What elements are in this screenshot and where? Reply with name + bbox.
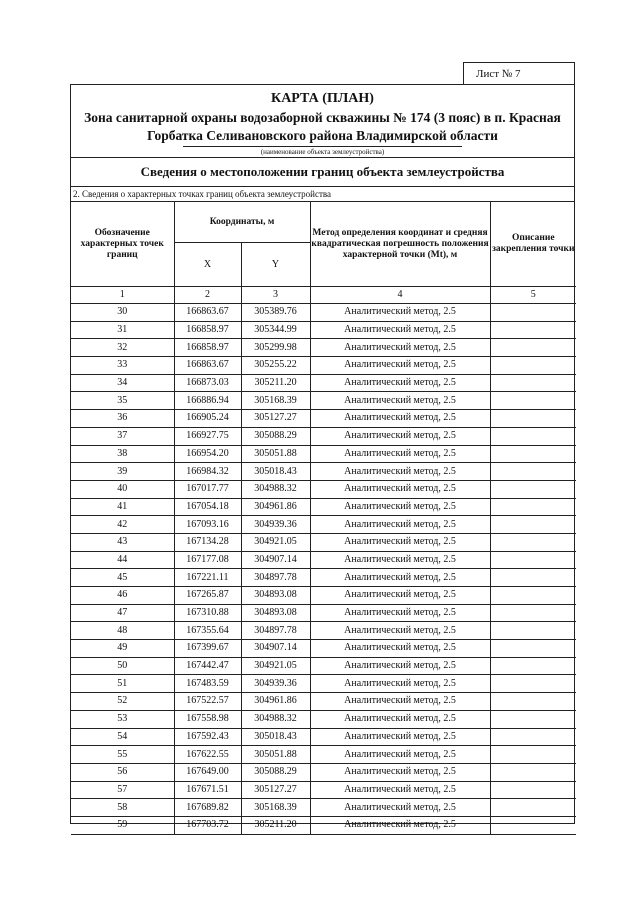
index-cell: 5 <box>490 287 576 304</box>
table-row <box>71 516 576 534</box>
cell-n: 44 <box>71 551 174 569</box>
cell-d <box>490 357 576 375</box>
table-row <box>71 569 576 587</box>
table-row <box>71 374 576 392</box>
cell-m: Аналитический метод, 2.5 <box>310 675 490 693</box>
cell-m: Аналитический метод, 2.5 <box>310 781 490 799</box>
table-row <box>71 710 576 728</box>
index-cell: 2 <box>174 287 241 304</box>
cell-d <box>490 781 576 799</box>
table-row <box>71 604 576 622</box>
cell-m: Аналитический метод, 2.5 <box>310 498 490 516</box>
cell-m: Аналитический метод, 2.5 <box>310 799 490 817</box>
table-row <box>71 498 576 516</box>
header-point: Обозначение характерных точек границ <box>71 202 174 287</box>
cell-y: 304988.32 <box>241 710 310 728</box>
cell-m: Аналитический метод, 2.5 <box>310 427 490 445</box>
cell-m: Аналитический метод, 2.5 <box>310 657 490 675</box>
table-row <box>71 551 576 569</box>
cell-y: 304921.05 <box>241 533 310 551</box>
cell-d <box>490 463 576 481</box>
cell-n: 53 <box>71 710 174 728</box>
cell-x: 167522.57 <box>174 693 241 711</box>
cell-y: 305168.39 <box>241 392 310 410</box>
cell-n: 36 <box>71 410 174 428</box>
cell-x: 166886.94 <box>174 392 241 410</box>
section-title: Сведения о местоположении границ объекта землеустройства <box>71 158 574 187</box>
cell-n: 33 <box>71 357 174 375</box>
cell-n: 55 <box>71 746 174 764</box>
cell-y: 305389.76 <box>241 304 310 322</box>
cell-d <box>490 339 576 357</box>
cell-y: 304897.78 <box>241 569 310 587</box>
cell-d <box>490 480 576 498</box>
cell-y: 304893.08 <box>241 604 310 622</box>
cell-y: 304939.36 <box>241 516 310 534</box>
table-row <box>71 622 576 640</box>
cell-d <box>490 587 576 605</box>
table-row <box>71 657 576 675</box>
cell-x: 167558.98 <box>174 710 241 728</box>
cell-x: 166863.67 <box>174 304 241 322</box>
cell-n: 31 <box>71 321 174 339</box>
cell-m: Аналитический метод, 2.5 <box>310 551 490 569</box>
document-subtitle: Зона санитарной охраны водозаборной скважины № 174 (3 пояс) в п. Красная Горбатка Селивановского района Владимирской области <box>84 110 561 143</box>
cell-n: 58 <box>71 799 174 817</box>
cell-y: 304907.14 <box>241 551 310 569</box>
cell-m: Аналитический метод, 2.5 <box>310 445 490 463</box>
cell-x: 167483.59 <box>174 675 241 693</box>
cell-y: 305051.88 <box>241 445 310 463</box>
object-name-note: (наименование объекта землеустройства) <box>183 146 462 157</box>
cell-m: Аналитический метод, 2.5 <box>310 640 490 658</box>
cell-x: 167355.64 <box>174 622 241 640</box>
cell-x: 167017.77 <box>174 480 241 498</box>
cell-y: 304988.32 <box>241 480 310 498</box>
table-index-row <box>71 287 576 304</box>
cell-x: 167689.82 <box>174 799 241 817</box>
cell-x: 167399.67 <box>174 640 241 658</box>
index-cell: 4 <box>310 287 490 304</box>
cell-x: 167177.08 <box>174 551 241 569</box>
cell-m: Аналитический метод, 2.5 <box>310 410 490 428</box>
cell-x: 167310.88 <box>174 604 241 622</box>
cell-x: 166858.97 <box>174 339 241 357</box>
cell-x: 166984.32 <box>174 463 241 481</box>
cell-y: 305051.88 <box>241 746 310 764</box>
cell-y: 305168.39 <box>241 799 310 817</box>
cell-y: 304907.14 <box>241 640 310 658</box>
cell-y: 305211.20 <box>241 374 310 392</box>
cell-d <box>490 710 576 728</box>
cell-y: 304961.86 <box>241 498 310 516</box>
cell-n: 35 <box>71 392 174 410</box>
table-header-row <box>71 202 576 243</box>
cell-d <box>490 445 576 463</box>
document-frame <box>70 84 575 831</box>
cell-n: 32 <box>71 339 174 357</box>
cell-d <box>490 657 576 675</box>
table-row <box>71 816 576 834</box>
cell-x: 166954.20 <box>174 445 241 463</box>
cell-x: 167134.28 <box>174 533 241 551</box>
cell-d <box>490 551 576 569</box>
cell-m: Аналитический метод, 2.5 <box>310 693 490 711</box>
cell-d <box>490 640 576 658</box>
cell-d <box>490 516 576 534</box>
cell-m: Аналитический метод, 2.5 <box>310 587 490 605</box>
cell-x: 167265.87 <box>174 587 241 605</box>
cell-d <box>490 816 576 834</box>
cell-x: 167622.55 <box>174 746 241 764</box>
cell-y: 305127.27 <box>241 781 310 799</box>
cell-n: 34 <box>71 374 174 392</box>
table-row <box>71 321 576 339</box>
cell-x: 166927.75 <box>174 427 241 445</box>
cell-x: 167442.47 <box>174 657 241 675</box>
cell-x: 167703.72 <box>174 816 241 834</box>
cell-x: 167649.00 <box>174 763 241 781</box>
cell-y: 305018.43 <box>241 463 310 481</box>
table-row <box>71 675 576 693</box>
cell-d <box>490 392 576 410</box>
table-row <box>71 693 576 711</box>
cell-m: Аналитический метод, 2.5 <box>310 357 490 375</box>
cell-m: Аналитический метод, 2.5 <box>310 463 490 481</box>
cell-m: Аналитический метод, 2.5 <box>310 746 490 764</box>
table-row <box>71 728 576 746</box>
cell-n: 51 <box>71 675 174 693</box>
cell-d <box>490 622 576 640</box>
cell-n: 38 <box>71 445 174 463</box>
cell-n: 47 <box>71 604 174 622</box>
cell-d <box>490 604 576 622</box>
cell-m: Аналитический метод, 2.5 <box>310 622 490 640</box>
header-method: Метод определения координат и средняя квадратическая погрешность положения характерной точки (Mt), м <box>310 202 490 287</box>
table-body <box>71 304 576 835</box>
cell-m: Аналитический метод, 2.5 <box>310 728 490 746</box>
cell-y: 305344.99 <box>241 321 310 339</box>
cell-y: 304961.86 <box>241 693 310 711</box>
cell-d <box>490 304 576 322</box>
cell-m: Аналитический метод, 2.5 <box>310 374 490 392</box>
cell-x: 166863.67 <box>174 357 241 375</box>
table-row <box>71 640 576 658</box>
cell-x: 167671.51 <box>174 781 241 799</box>
cell-y: 305255.22 <box>241 357 310 375</box>
cell-n: 42 <box>71 516 174 534</box>
table-row <box>71 587 576 605</box>
cell-y: 304939.36 <box>241 675 310 693</box>
cell-y: 305127.27 <box>241 410 310 428</box>
cell-m: Аналитический метод, 2.5 <box>310 533 490 551</box>
cell-x: 167592.43 <box>174 728 241 746</box>
table-row <box>71 410 576 428</box>
cell-n: 37 <box>71 427 174 445</box>
table-row <box>71 781 576 799</box>
cell-m: Аналитический метод, 2.5 <box>310 604 490 622</box>
cell-y: 304897.78 <box>241 622 310 640</box>
header-y: Y <box>241 243 310 287</box>
cell-y: 304893.08 <box>241 587 310 605</box>
header-description: Описание закрепления точки <box>490 202 576 287</box>
sheet-number-box <box>463 62 575 84</box>
cell-y: 305018.43 <box>241 728 310 746</box>
table-row <box>71 445 576 463</box>
cell-n: 30 <box>71 304 174 322</box>
index-cell: 3 <box>241 287 310 304</box>
table-row <box>71 480 576 498</box>
table-row <box>71 392 576 410</box>
cell-d <box>490 728 576 746</box>
cell-m: Аналитический метод, 2.5 <box>310 480 490 498</box>
cell-n: 41 <box>71 498 174 516</box>
cell-n: 56 <box>71 763 174 781</box>
cell-x: 166858.97 <box>174 321 241 339</box>
cell-y: 305088.29 <box>241 427 310 445</box>
sheet-number-label: Лист № 7 <box>476 68 521 80</box>
table-row <box>71 463 576 481</box>
cell-n: 54 <box>71 728 174 746</box>
cell-y: 304921.05 <box>241 657 310 675</box>
cell-x: 167093.16 <box>174 516 241 534</box>
cell-m: Аналитический метод, 2.5 <box>310 339 490 357</box>
cell-d <box>490 374 576 392</box>
cell-n: 59 <box>71 816 174 834</box>
cell-n: 40 <box>71 480 174 498</box>
header-coordinates: Координаты, м <box>174 202 310 243</box>
table-row <box>71 799 576 817</box>
cell-m: Аналитический метод, 2.5 <box>310 516 490 534</box>
cell-d <box>490 746 576 764</box>
cell-n: 43 <box>71 533 174 551</box>
subsection-title: 2. Сведения о характерных точках границ объекта землеустройства <box>71 187 574 202</box>
table-row <box>71 427 576 445</box>
cell-n: 52 <box>71 693 174 711</box>
cell-n: 49 <box>71 640 174 658</box>
cell-n: 46 <box>71 587 174 605</box>
cell-n: 45 <box>71 569 174 587</box>
header-block <box>71 85 574 158</box>
table-row <box>71 304 576 322</box>
cell-x: 167221.11 <box>174 569 241 587</box>
cell-m: Аналитический метод, 2.5 <box>310 304 490 322</box>
cell-n: 48 <box>71 622 174 640</box>
cell-n: 39 <box>71 463 174 481</box>
cell-d <box>490 675 576 693</box>
page-title: КАРТА (ПЛАН) <box>271 91 374 106</box>
cell-n: 50 <box>71 657 174 675</box>
points-table <box>71 202 576 835</box>
cell-x: 166873.03 <box>174 374 241 392</box>
cell-x: 166905.24 <box>174 410 241 428</box>
cell-x: 167054.18 <box>174 498 241 516</box>
index-cell: 1 <box>71 287 174 304</box>
table-row <box>71 763 576 781</box>
cell-m: Аналитический метод, 2.5 <box>310 816 490 834</box>
cell-d <box>490 569 576 587</box>
cell-d <box>490 321 576 339</box>
cell-d <box>490 763 576 781</box>
cell-d <box>490 693 576 711</box>
header-x: X <box>174 243 241 287</box>
cell-d <box>490 799 576 817</box>
cell-m: Аналитический метод, 2.5 <box>310 569 490 587</box>
cell-y: 305299.98 <box>241 339 310 357</box>
table-row <box>71 357 576 375</box>
cell-d <box>490 410 576 428</box>
cell-d <box>490 498 576 516</box>
cell-y: 305088.29 <box>241 763 310 781</box>
cell-d <box>490 427 576 445</box>
cell-d <box>490 533 576 551</box>
table-row <box>71 339 576 357</box>
cell-y: 305211.20 <box>241 816 310 834</box>
cell-m: Аналитический метод, 2.5 <box>310 763 490 781</box>
cell-m: Аналитический метод, 2.5 <box>310 321 490 339</box>
table-row <box>71 746 576 764</box>
cell-n: 57 <box>71 781 174 799</box>
cell-m: Аналитический метод, 2.5 <box>310 710 490 728</box>
table-row <box>71 533 576 551</box>
cell-m: Аналитический метод, 2.5 <box>310 392 490 410</box>
